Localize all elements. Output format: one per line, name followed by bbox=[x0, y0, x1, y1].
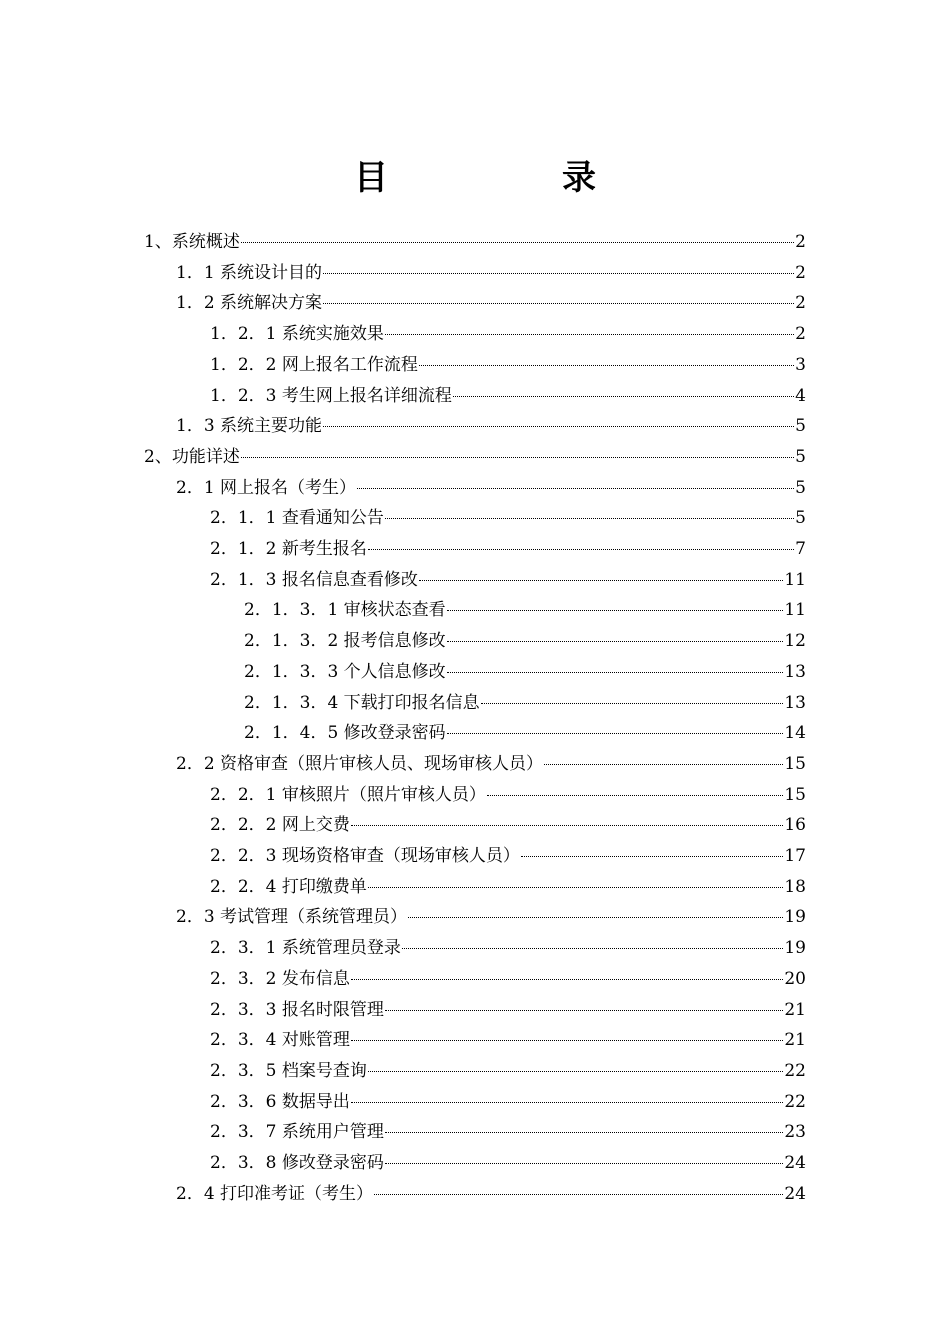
dot-leader bbox=[368, 1070, 784, 1072]
toc-entry-label: 2．1 网上报名（考生） bbox=[176, 477, 357, 498]
toc-entry-page-number: 2 bbox=[795, 262, 806, 283]
toc-entry-page-number: 15 bbox=[784, 784, 806, 805]
toc-entry[interactable] bbox=[176, 411, 806, 442]
toc-entry[interactable] bbox=[244, 657, 806, 688]
toc-entry-page-number: 3 bbox=[795, 354, 806, 375]
toc-entry[interactable] bbox=[210, 1025, 806, 1056]
toc-entry[interactable] bbox=[210, 995, 806, 1026]
toc-entry-label: 2．3．8 修改登录密码 bbox=[210, 1153, 384, 1173]
toc-entry-page-number: 24 bbox=[784, 1183, 806, 1204]
toc-entry-page-number: 22 bbox=[784, 1060, 806, 1081]
toc-entry[interactable] bbox=[210, 933, 806, 964]
dot-leader bbox=[368, 886, 784, 888]
toc-entry-page-number: 17 bbox=[784, 846, 806, 866]
toc-entry[interactable] bbox=[176, 258, 806, 289]
dot-leader bbox=[241, 456, 794, 458]
toc-entry-label: 1．2．2 网上报名工作流程 bbox=[210, 354, 418, 375]
toc-entry-page-number: 24 bbox=[784, 1153, 806, 1173]
toc-entry[interactable] bbox=[176, 902, 806, 933]
toc-entry-label: 1．2 系统解决方案 bbox=[176, 293, 323, 314]
dot-leader bbox=[323, 302, 794, 304]
page-title: 目 录 bbox=[354, 158, 666, 198]
toc-entry-label: 2．1．4．5 修改登录密码 bbox=[244, 723, 446, 744]
toc-entry-label: 2．4 打印准考证（考生） bbox=[176, 1183, 374, 1204]
dot-leader bbox=[351, 1039, 784, 1041]
toc-entry-label: 2．1．3．2 报考信息修改 bbox=[244, 631, 446, 652]
dot-leader bbox=[323, 425, 794, 427]
dot-leader bbox=[521, 855, 784, 857]
toc-entry-page-number: 7 bbox=[795, 539, 806, 559]
toc-entry-page-number: 2 bbox=[795, 232, 806, 252]
toc-entry[interactable] bbox=[210, 810, 806, 841]
toc-entry-page-number: 16 bbox=[784, 815, 806, 836]
toc-entry[interactable] bbox=[210, 964, 806, 995]
toc-entry[interactable] bbox=[244, 595, 806, 626]
toc-entry-page-number: 22 bbox=[784, 1091, 806, 1112]
toc-entry[interactable] bbox=[210, 350, 806, 381]
toc-entry-label: 2．2．2 网上交费 bbox=[210, 815, 350, 836]
dot-leader bbox=[351, 824, 784, 826]
dot-leader bbox=[385, 1162, 784, 1164]
toc-entry[interactable] bbox=[210, 1087, 806, 1118]
toc-entry[interactable] bbox=[210, 872, 806, 903]
dot-leader bbox=[385, 333, 794, 335]
toc-entry[interactable] bbox=[210, 381, 806, 412]
toc-entry-label: 2．3．2 发布信息 bbox=[210, 968, 350, 989]
toc-entry-label: 2．2．4 打印缴费单 bbox=[210, 876, 367, 897]
dot-leader bbox=[447, 671, 784, 673]
toc-entry[interactable] bbox=[210, 780, 806, 811]
toc-entry-label: 1．2．3 考生网上报名详细流程 bbox=[210, 385, 452, 406]
dot-leader bbox=[447, 609, 784, 611]
dot-leader bbox=[447, 640, 784, 642]
toc-entry[interactable] bbox=[210, 1056, 806, 1087]
toc-entry-label: 2．1．2 新考生报名 bbox=[210, 539, 367, 559]
toc-entry-label: 2．1．3．3 个人信息修改 bbox=[244, 661, 446, 682]
toc-entry[interactable] bbox=[176, 749, 806, 780]
toc-entry[interactable] bbox=[144, 442, 806, 473]
toc-entry-page-number: 20 bbox=[784, 968, 806, 989]
toc-entry-label: 2．2．1 审核照片（照片审核人员） bbox=[210, 784, 486, 805]
dot-leader bbox=[374, 1193, 783, 1195]
toc-entry-page-number: 4 bbox=[795, 385, 806, 406]
dot-leader bbox=[453, 395, 794, 397]
toc-entry[interactable] bbox=[244, 718, 806, 749]
toc-entry-label: 2．3．1 系统管理员登录 bbox=[210, 938, 401, 959]
dot-leader bbox=[368, 548, 794, 550]
toc-entry-page-number: 2 bbox=[795, 293, 806, 314]
toc-entry-page-number: 12 bbox=[784, 631, 806, 652]
toc-entry-label: 1、系统概述 bbox=[144, 232, 240, 252]
toc-entry-label: 2．3．5 档案号查询 bbox=[210, 1060, 367, 1081]
dot-leader bbox=[419, 364, 794, 366]
toc-entry[interactable] bbox=[210, 503, 806, 534]
toc-entry-page-number: 5 bbox=[795, 446, 806, 467]
toc-entry-page-number: 19 bbox=[784, 907, 806, 928]
toc-entry-page-number: 2 bbox=[795, 324, 806, 345]
toc-entry[interactable] bbox=[176, 1179, 806, 1210]
toc-entry[interactable] bbox=[210, 841, 806, 872]
toc-entry[interactable] bbox=[176, 288, 806, 319]
toc-entry-page-number: 11 bbox=[784, 600, 806, 621]
dot-leader bbox=[487, 794, 784, 796]
toc-entry-label: 1．2．1 系统实施效果 bbox=[210, 324, 384, 345]
toc-entry-label: 2．1．3．4 下载打印报名信息 bbox=[244, 692, 480, 713]
toc-entry-label: 2．1．3 报名信息查看修改 bbox=[210, 569, 418, 590]
toc-entry-page-number: 18 bbox=[784, 876, 806, 897]
dot-leader bbox=[241, 241, 794, 243]
toc-entry-label: 2．2 资格审查（照片审核人员、现场审核人员） bbox=[176, 753, 544, 774]
toc-entry[interactable] bbox=[210, 1148, 806, 1179]
toc-entry-label: 2．3 考试管理（系统管理员） bbox=[176, 907, 408, 928]
dot-leader bbox=[385, 1131, 784, 1133]
dot-leader bbox=[351, 1101, 784, 1103]
toc-entry-page-number: 23 bbox=[784, 1122, 806, 1143]
toc-entry-page-number: 21 bbox=[784, 999, 806, 1020]
toc-entry-label: 2、功能详述 bbox=[144, 446, 240, 467]
toc-entry[interactable] bbox=[210, 1117, 806, 1148]
toc-entry-label: 2．3．6 数据导出 bbox=[210, 1091, 350, 1112]
toc-entry[interactable] bbox=[210, 534, 806, 565]
dot-leader bbox=[419, 579, 784, 581]
toc-entry-page-number: 21 bbox=[784, 1030, 806, 1051]
toc-entry-page-number: 11 bbox=[784, 569, 806, 590]
dot-leader bbox=[385, 517, 794, 519]
toc-entry-page-number: 13 bbox=[784, 692, 806, 713]
toc-entry-page-number: 5 bbox=[795, 477, 806, 498]
toc-entry-page-number: 5 bbox=[795, 416, 806, 437]
dot-leader bbox=[447, 732, 784, 734]
toc-entry[interactable] bbox=[176, 473, 806, 504]
toc-entry-page-number: 14 bbox=[784, 723, 806, 744]
dot-leader bbox=[357, 487, 794, 489]
dot-leader bbox=[351, 978, 784, 980]
toc-entry-label: 2．1．1 查看通知公告 bbox=[210, 508, 384, 529]
dot-leader bbox=[402, 947, 784, 949]
toc-entry-label: 2．3．3 报名时限管理 bbox=[210, 999, 384, 1020]
toc-entry-page-number: 15 bbox=[784, 753, 806, 774]
dot-leader bbox=[481, 702, 784, 704]
toc-entry-label: 2．3．7 系统用户管理 bbox=[210, 1122, 384, 1143]
dot-leader bbox=[323, 272, 794, 274]
toc-entry[interactable] bbox=[244, 626, 806, 657]
toc-entry[interactable] bbox=[210, 319, 806, 350]
toc-entry-label: 2．2．3 现场资格审查（现场审核人员） bbox=[210, 846, 520, 866]
toc-entry-page-number: 13 bbox=[784, 661, 806, 682]
dot-leader bbox=[544, 763, 783, 765]
toc-entry-label: 2．1．3．1 审核状态查看 bbox=[244, 600, 446, 621]
toc-entry[interactable] bbox=[210, 565, 806, 596]
toc-entry-page-number: 19 bbox=[784, 938, 806, 959]
toc-entry[interactable] bbox=[244, 688, 806, 719]
dot-leader bbox=[408, 916, 783, 918]
toc-entry-label: 1．3 系统主要功能 bbox=[176, 416, 323, 437]
dot-leader bbox=[385, 1009, 784, 1011]
toc-entry-label: 1．1 系统设计目的 bbox=[176, 262, 323, 283]
toc-entry-page-number: 5 bbox=[795, 508, 806, 529]
toc-entry[interactable] bbox=[144, 227, 806, 258]
toc-entry-label: 2．3．4 对账管理 bbox=[210, 1030, 350, 1051]
